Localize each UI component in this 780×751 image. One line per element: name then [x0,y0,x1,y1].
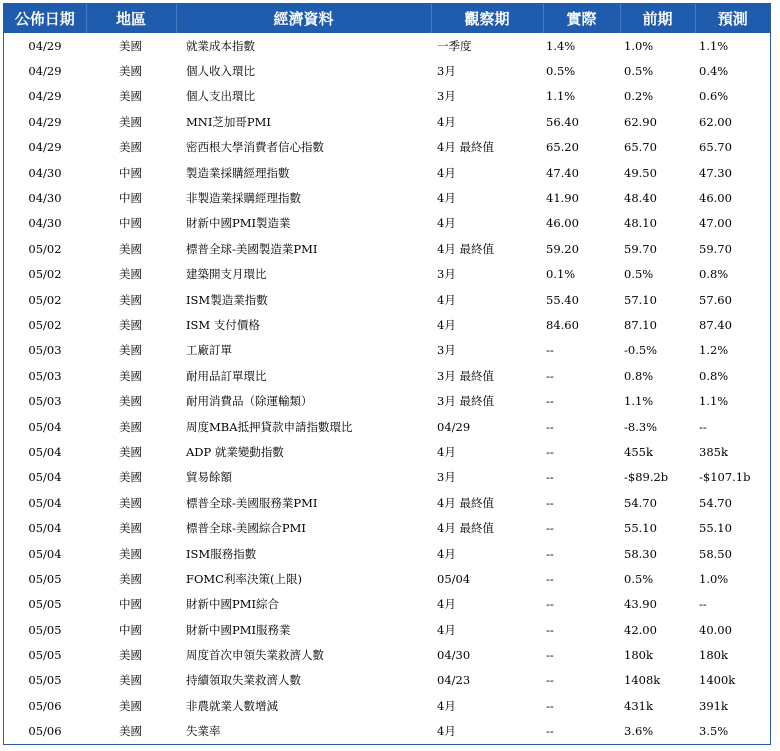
cell-previous: 180k [624,648,653,663]
cell-previous: 57.10 [624,292,657,307]
cell-date: 05/06 [28,724,62,739]
cell-indicator: 標普全球-美國製造業PMI [186,241,318,256]
cell-indicator: ISM 支付價格 [186,317,260,332]
table-row [4,160,770,185]
cell-period: 4月 [437,216,456,231]
cell-date: 04/30 [28,191,62,206]
cell-region: 美國 [119,470,142,485]
table-row [4,388,770,413]
cell-previous: -$89.2b [624,470,669,485]
cell-previous: 0.2% [624,89,654,104]
cell-date: 05/04 [28,470,62,485]
cell-previous: 54.70 [624,495,657,510]
cell-period: 4月 [437,698,456,713]
cell-region: 美國 [119,368,142,383]
cell-forecast: 58.50 [699,546,732,561]
header-region: 地區 [86,4,176,33]
cell-forecast: 0.6% [699,89,729,104]
cell-region: 美國 [119,64,142,79]
cell-actual: -- [546,648,554,663]
cell-previous: 55.10 [624,521,657,536]
cell-indicator: 就業成本指數 [186,38,255,53]
cell-previous: 87.10 [624,317,657,332]
table-row [4,287,770,312]
cell-previous: 455k [624,444,653,459]
table-header-row [4,4,770,33]
cell-region: 美國 [119,444,142,459]
cell-period: 4月 最終值 [437,241,494,256]
cell-indicator: 非農就業人數增減 [186,698,278,713]
cell-forecast: 1.2% [699,343,729,358]
cell-period: 3月 [437,64,456,79]
cell-actual: -- [546,419,554,434]
cell-period: 04/23 [437,673,471,688]
cell-indicator: 建築開支月環比 [186,267,267,282]
cell-region: 中國 [119,622,142,637]
cell-period: 4月 最終值 [437,140,494,155]
cell-date: 05/02 [28,241,62,256]
cell-period: 4月 [437,622,456,637]
cell-previous: 48.10 [624,216,657,231]
table-row [4,668,770,693]
cell-actual: 47.40 [546,165,579,180]
cell-date: 04/29 [28,64,62,79]
cell-period: 4月 [437,597,456,612]
cell-previous: 42.00 [624,622,657,637]
cell-period: 一季度 [437,38,472,53]
table-row [4,211,770,236]
cell-actual: -- [546,571,554,586]
cell-region: 美國 [119,495,142,510]
cell-actual: -- [546,444,554,459]
cell-period: 04/29 [437,419,471,434]
cell-period: 4月 [437,191,456,206]
cell-region: 中國 [119,191,142,206]
cell-actual: 55.40 [546,292,579,307]
cell-date: 05/04 [28,546,62,561]
cell-region: 美國 [119,673,142,688]
table-row [4,439,770,464]
cell-actual: -- [546,521,554,536]
cell-forecast: 55.10 [699,521,732,536]
cell-period: 4月 [437,114,456,129]
table-row [4,465,770,490]
cell-previous: 1.1% [624,394,654,409]
cell-period: 4月 [437,724,456,739]
cell-actual: -- [546,622,554,637]
table-row [4,312,770,337]
cell-forecast: -- [699,597,707,612]
cell-previous: 43.90 [624,597,657,612]
cell-date: 05/05 [28,571,62,586]
cell-date: 05/05 [28,622,62,637]
cell-actual: 56.40 [546,114,579,129]
cell-forecast: 65.70 [699,140,732,155]
cell-indicator: 標普全球-美國服務業PMI [186,495,318,510]
table-row [4,515,770,540]
cell-date: 05/03 [28,394,62,409]
cell-actual: 0.1% [546,267,576,282]
cell-forecast: 391k [699,698,728,713]
table-row [4,642,770,667]
cell-previous: 62.90 [624,114,657,129]
cell-date: 05/05 [28,648,62,663]
cell-region: 美國 [119,89,142,104]
cell-previous: -8.3% [624,419,658,434]
cell-date: 05/04 [28,495,62,510]
cell-forecast: 0.8% [699,267,729,282]
cell-actual: 41.90 [546,191,579,206]
table-row [4,363,770,388]
cell-forecast: 0.4% [699,64,729,79]
table-row [4,262,770,287]
cell-previous: 3.6% [624,724,654,739]
cell-region: 美國 [119,140,142,155]
table-row [4,617,770,642]
cell-previous: 48.40 [624,191,657,206]
cell-date: 04/29 [28,140,62,155]
cell-date: 04/29 [28,114,62,129]
cell-previous: 0.5% [624,267,654,282]
table-row [4,541,770,566]
economic-calendar-table-frame [3,3,771,745]
table-body [4,33,770,744]
cell-forecast: 0.8% [699,368,729,383]
cell-actual: 0.5% [546,64,576,79]
cell-previous: -0.5% [624,343,658,358]
cell-actual: -- [546,724,554,739]
cell-date: 05/03 [28,343,62,358]
cell-forecast: 1.0% [699,571,729,586]
cell-actual: 1.4% [546,38,576,53]
cell-region: 中國 [119,597,142,612]
cell-forecast: 385k [699,444,728,459]
cell-indicator: 貿易餘額 [186,470,232,485]
cell-region: 美國 [119,724,142,739]
cell-indicator: 周度首次申領失業救濟人數 [186,648,324,663]
cell-date: 05/02 [28,267,62,282]
cell-forecast: 180k [699,648,728,663]
cell-previous: 0.5% [624,64,654,79]
economic-calendar-table [4,4,770,744]
header-indicator: 經濟資料 [176,4,431,33]
cell-indicator: 標普全球-美國綜合PMI [186,521,306,536]
cell-region: 美國 [119,521,142,536]
cell-previous: 431k [624,698,653,713]
cell-period: 4月 [437,444,456,459]
cell-period: 4月 最終值 [437,521,494,536]
cell-indicator: 製造業採購經理指數 [186,165,290,180]
cell-actual: -- [546,673,554,688]
cell-date: 05/04 [28,419,62,434]
cell-date: 05/02 [28,292,62,307]
cell-date: 05/05 [28,597,62,612]
table-row [4,84,770,109]
cell-region: 美國 [119,419,142,434]
cell-region: 中國 [119,216,142,231]
cell-period: 4月 [437,165,456,180]
cell-date: 05/03 [28,368,62,383]
table-row [4,135,770,160]
cell-previous: 1.0% [624,38,654,53]
cell-actual: 46.00 [546,216,579,231]
cell-period: 05/04 [437,571,471,586]
cell-indicator: 財新中國PMI製造業 [186,216,291,231]
cell-indicator: 耐用消費品（除運輸類） [186,394,313,409]
cell-indicator: MNI芝加哥PMI [186,114,271,129]
table-row [4,719,770,744]
cell-indicator: 持續領取失業救濟人數 [186,673,301,688]
cell-previous: 0.5% [624,571,654,586]
table-row [4,414,770,439]
cell-indicator: ISM服務指數 [186,546,257,561]
table-row [4,33,770,58]
cell-date: 04/30 [28,165,62,180]
header-period: 觀察期 [431,4,543,33]
cell-period: 4月 [437,546,456,561]
cell-actual: -- [546,597,554,612]
cell-period: 4月 [437,317,456,332]
cell-actual: -- [546,698,554,713]
cell-region: 美國 [119,571,142,586]
cell-actual: 59.20 [546,241,579,256]
header-previous: 前期 [620,4,695,33]
cell-forecast: 87.40 [699,317,732,332]
cell-indicator: FOMC利率決策(上限) [186,571,302,586]
cell-region: 美國 [119,648,142,663]
cell-region: 中國 [119,165,142,180]
cell-date: 05/04 [28,521,62,536]
cell-indicator: 失業率 [186,724,221,739]
cell-previous: 1408k [624,673,661,688]
cell-period: 4月 [437,292,456,307]
cell-forecast: 1400k [699,673,736,688]
cell-indicator: 耐用品訂單環比 [186,368,267,383]
cell-region: 美國 [119,343,142,358]
cell-region: 美國 [119,267,142,282]
table-row [4,566,770,591]
table-row [4,490,770,515]
cell-period: 3月 [437,470,456,485]
cell-forecast: 47.00 [699,216,732,231]
cell-forecast: -- [699,419,707,434]
cell-forecast: 40.00 [699,622,732,637]
cell-period: 3月 最終值 [437,394,494,409]
cell-actual: -- [546,546,554,561]
cell-region: 美國 [119,394,142,409]
cell-forecast: 59.70 [699,241,732,256]
cell-actual: -- [546,343,554,358]
cell-indicator: ISM製造業指數 [186,292,268,307]
table-row [4,58,770,83]
cell-region: 美國 [119,546,142,561]
cell-indicator: 非製造業採購經理指數 [186,191,301,206]
cell-forecast: 62.00 [699,114,732,129]
cell-forecast: 47.30 [699,165,732,180]
cell-actual: 1.1% [546,89,576,104]
table-row [4,236,770,261]
cell-region: 美國 [119,114,142,129]
cell-date: 05/04 [28,444,62,459]
cell-previous: 65.70 [624,140,657,155]
cell-region: 美國 [119,241,142,256]
cell-indicator: 個人支出環比 [186,89,255,104]
cell-date: 05/06 [28,698,62,713]
cell-date: 04/30 [28,216,62,231]
cell-region: 美國 [119,317,142,332]
cell-period: 3月 [437,89,456,104]
cell-forecast: 1.1% [699,38,729,53]
cell-period: 3月 最終值 [437,368,494,383]
cell-date: 05/05 [28,673,62,688]
cell-indicator: 密西根大學消費者信心指數 [186,140,324,155]
header-date: 公佈日期 [4,4,86,33]
cell-actual: 65.20 [546,140,579,155]
cell-indicator: ADP 就業變動指數 [186,444,284,459]
cell-actual: -- [546,368,554,383]
cell-period: 04/30 [437,648,471,663]
cell-period: 3月 [437,343,456,358]
cell-forecast: 54.70 [699,495,732,510]
cell-previous: 59.70 [624,241,657,256]
cell-indicator: 財新中國PMI服務業 [186,622,291,637]
cell-forecast: 1.1% [699,394,729,409]
cell-forecast: -$107.1b [699,470,751,485]
cell-indicator: 工廠訂單 [186,343,232,358]
cell-period: 4月 最終值 [437,495,494,510]
cell-previous: 58.30 [624,546,657,561]
cell-forecast: 57.60 [699,292,732,307]
cell-date: 05/02 [28,317,62,332]
cell-region: 美國 [119,38,142,53]
cell-region: 美國 [119,292,142,307]
cell-date: 04/29 [28,89,62,104]
cell-previous: 0.8% [624,368,654,383]
cell-indicator: 財新中國PMI綜合 [186,597,280,612]
header-forecast: 預測 [695,4,770,33]
cell-indicator: 個人收入環比 [186,64,255,79]
cell-actual: 84.60 [546,317,579,332]
table-row [4,109,770,134]
cell-actual: -- [546,394,554,409]
table-row [4,338,770,363]
cell-forecast: 46.00 [699,191,732,206]
table-row [4,185,770,210]
cell-previous: 49.50 [624,165,657,180]
cell-indicator: 周度MBA抵押貸款申請指數環比 [186,419,353,434]
cell-forecast: 3.5% [699,724,729,739]
table-row [4,592,770,617]
table-row [4,693,770,718]
cell-actual: -- [546,470,554,485]
cell-date: 04/29 [28,38,62,53]
header-actual: 實際 [543,4,620,33]
cell-region: 美國 [119,698,142,713]
cell-period: 3月 [437,267,456,282]
cell-actual: -- [546,495,554,510]
